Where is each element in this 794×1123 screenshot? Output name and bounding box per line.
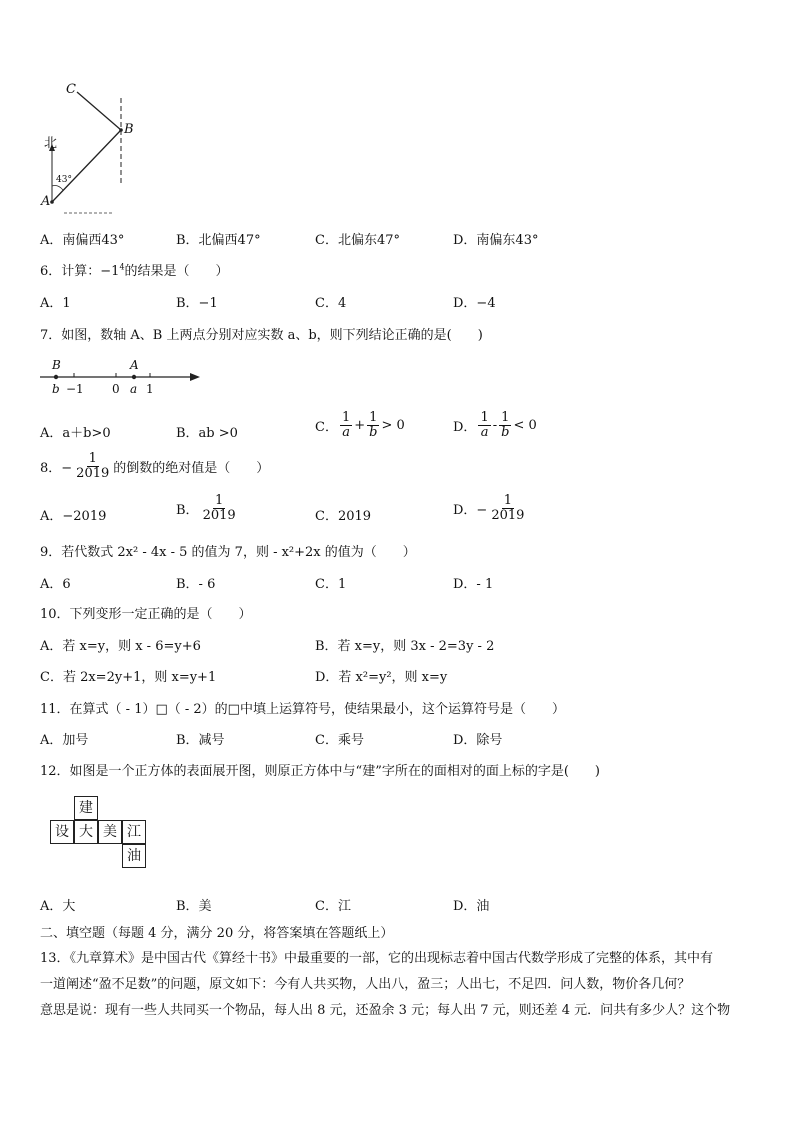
q13-line-2: 一道阐述“盈不足数”的问题，原文如下：今有人共买物，人出八，盈三；人出七，不足四．问人数，物价各几何？ (40, 977, 691, 992)
q8-d-letter: D．− (453, 502, 488, 518)
fraction-1-over-b (499, 411, 511, 439)
q10-option-c[interactable]: C．若 2x=2y+1，则 x=y+1 (40, 670, 217, 685)
fraction-1-over-a (478, 411, 490, 439)
question-9-stem: 9．若代数式 2x² - 4x - 5 的值为 7，则 - x²+2x 的值为（ ） (40, 545, 416, 560)
angle-arc (52, 186, 63, 191)
point-a-marker (132, 375, 136, 379)
q9-option-d[interactable]: D．- 1 (453, 577, 494, 592)
q11-option-a[interactable]: A．加号 (40, 733, 89, 748)
minus-sign: - (492, 417, 498, 433)
axis-label-1: 1 (146, 382, 154, 396)
axis-label-neg1: −1 (66, 382, 84, 396)
q12-option-c[interactable]: C．江 (315, 899, 351, 914)
denominator: 2019 (202, 507, 236, 523)
relation: < 0 (513, 417, 537, 433)
label-a: A (41, 194, 51, 209)
q10-option-b[interactable]: B．若 x=y，则 3x - 2=3y - 2 (315, 639, 495, 654)
q8-prefix: 8．− (40, 460, 73, 476)
q9-option-c[interactable]: C．1 (315, 577, 347, 592)
number-line (38, 370, 203, 384)
q6-option-c[interactable]: C．4 (315, 296, 347, 311)
axis-top-label-b: B (52, 358, 61, 372)
q5-option-c[interactable]: C．北偏东47° (315, 233, 400, 248)
numerator: 1 (214, 493, 224, 508)
q12-option-a[interactable]: A．大 (40, 899, 76, 914)
numerator: 1 (369, 410, 378, 425)
numerator: 1 (341, 410, 351, 425)
north-label: 北 (44, 136, 58, 151)
q6-prefix: 6．计算： (40, 264, 101, 279)
question-7-stem: 7．如图，数轴 A、B 上两点分别对应实数 a、b，则下列结论正确的是( ) (40, 328, 483, 343)
net-cell-you: 油 (122, 844, 146, 868)
q8-fraction (74, 452, 111, 480)
numerator: 1 (88, 451, 97, 466)
q7-option-b[interactable]: B．ab >0 (176, 426, 238, 441)
q8-option-d[interactable] (453, 494, 528, 522)
q10-option-a[interactable]: A．若 x=y，则 x - 6=y+6 (40, 639, 201, 654)
q8-option-c[interactable]: C．2019 (315, 509, 372, 524)
numerator: 1 (503, 493, 513, 508)
question-13-text (40, 946, 758, 1024)
q12-option-b[interactable]: B．美 (176, 899, 212, 914)
fraction-1-over-a (340, 411, 352, 439)
q8-option-b[interactable] (176, 494, 240, 522)
point-a-dot (50, 200, 54, 204)
axis-top-label-a: A (130, 358, 139, 372)
q11-option-b[interactable]: B．减号 (176, 733, 225, 748)
denominator: 2019 (491, 507, 525, 523)
denominator: 2019 (76, 465, 110, 481)
q8-suffix: 的倒数的绝对值是（ ） (113, 460, 270, 476)
net-cell-da: 大 (74, 820, 98, 844)
q7-option-a[interactable]: A．a＋b>0 (40, 426, 111, 441)
relation: > 0 (381, 417, 405, 433)
question-6-stem (40, 260, 229, 279)
q11-option-c[interactable]: C．乘号 (315, 733, 364, 748)
angle-label: 43° (56, 175, 72, 185)
label-b: B (124, 122, 134, 137)
net-cell-jian: 建 (74, 796, 98, 820)
q5-option-d[interactable]: D．南偏东43° (453, 233, 539, 248)
q9-option-b[interactable]: B．- 6 (176, 577, 216, 592)
net-cell-jiang: 江 (122, 820, 146, 844)
numerator: 1 (480, 410, 489, 425)
section-2-heading: 二、填空题（每题 4 分，满分 20 分，将答案填在答题纸上） (40, 926, 394, 941)
q6-option-b[interactable]: B．−1 (176, 296, 218, 311)
q6-option-a[interactable]: A．1 (40, 296, 71, 311)
axis-label-b: b (52, 382, 60, 396)
denominator: a (480, 424, 489, 440)
q5-option-a[interactable]: A．南偏西43° (40, 233, 125, 248)
numerator: 1 (501, 410, 510, 425)
axis-label-0: 0 (112, 382, 120, 396)
axis-label-a: a (130, 382, 138, 396)
fraction-1-over-b (367, 411, 379, 439)
q6-exponent: 4 (119, 262, 125, 272)
q13-line-3: 意思是说：现有一些人共同买一个物品，每人出 8 元，还盈余 3 元；每人出 7 元，则还差 4 元．问共有多少人？这个物 (40, 1003, 731, 1018)
segment-cb (77, 92, 121, 130)
question-11-stem: 11．在算式（ - 1）□（ - 2）的□中填上运算符号，使结果最小，这个运算符号是（ ） (40, 702, 565, 717)
q9-option-a[interactable]: A．6 (40, 577, 71, 592)
q7-option-c[interactable] (315, 411, 405, 439)
denominator: b (501, 424, 510, 440)
q6-suffix: 的结果是（ ） (124, 264, 229, 279)
q10-option-d[interactable]: D．若 x²=y²，则 x=y (315, 670, 448, 685)
point-b-dot (119, 128, 123, 132)
q8-option-a[interactable]: A．−2019 (40, 509, 107, 524)
question-10-stem: 10．下列变形一定正确的是（ ） (40, 607, 252, 622)
q6-option-d[interactable]: D．−4 (453, 296, 496, 311)
question-12-stem: 12．如图是一个正方体的表面展开图，则原正方体中与“建”字所在的面相对的面上标的字是( ) (40, 764, 600, 779)
q13-line-1: 13．《九章算术》是中国古代《算经十书》中最重要的一部，它的出现标志着中国古代数学形成了完整的体系，其中有 (40, 951, 714, 966)
point-b-marker (54, 375, 58, 379)
q12-option-d[interactable]: D．油 (453, 899, 490, 914)
q11-option-d[interactable]: D．除号 (453, 733, 503, 748)
question-8-stem (40, 452, 269, 480)
q8-b-letter: B． (176, 502, 199, 518)
plus-sign: + (354, 417, 366, 433)
label-c: C (66, 82, 76, 97)
denominator: a (342, 424, 350, 440)
net-cell-she: 设 (50, 820, 74, 844)
q7-c-letter: C． (315, 419, 338, 435)
denominator: b (369, 424, 378, 440)
q5-option-b[interactable]: B．北偏西47° (176, 233, 261, 248)
net-cell-mei: 美 (98, 820, 122, 844)
segment-ab (52, 130, 121, 202)
q8-d-fraction (489, 494, 526, 522)
q6-expr: −1 (100, 264, 120, 279)
q8-b-fraction (201, 494, 238, 522)
q7-option-d[interactable] (453, 411, 537, 439)
q7-d-letter: D． (453, 419, 477, 435)
